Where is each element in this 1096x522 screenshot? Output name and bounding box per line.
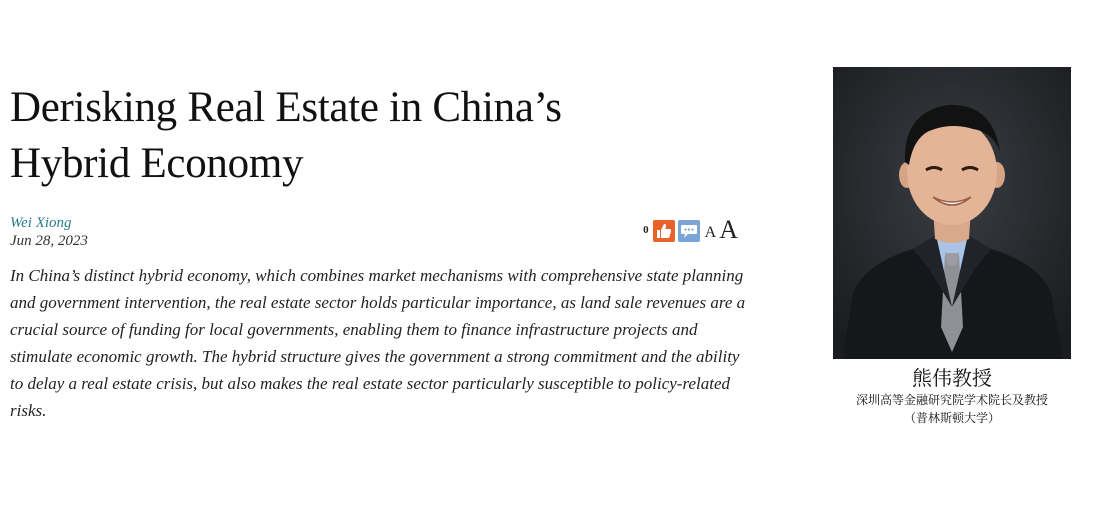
author-link[interactable]: Wei Xiong: [10, 215, 72, 231]
profile-role: 深圳高等金融研究院学术院长及教授: [855, 393, 1048, 407]
article-abstract: In China’s distinct hybrid economy, which combines market mechanisms with comprehensive state planning and government intervention, the real estate sector holds particular importance, as land sale revenues are a crucial source of funding for local governments, enabling them to finance infrastructure projects and stimulate economic growth. The hybrid structure gives the government a strong commitment and the ability to delay a real estate crisis, but also makes the real estate sector particularly susceptible to policy-related risks.: [10, 266, 746, 420]
author-photo: [833, 67, 1071, 359]
thumbs-up-icon[interactable]: [653, 220, 675, 242]
font-size-increase-button[interactable]: A: [719, 215, 738, 244]
article-meta: [10, 214, 750, 254]
article-title: [10, 80, 750, 192]
profile-affiliation: （普林斯顿大学）: [903, 411, 1000, 425]
article-title-line-1: Derisking Real Estate in China’s: [10, 84, 562, 131]
article-tools: [643, 215, 738, 244]
font-size-decrease-button[interactable]: A: [704, 224, 717, 241]
profile-name: 熊伟教授: [912, 366, 992, 390]
article-title-line-2: Hybrid Economy: [10, 140, 304, 187]
like-count: 0: [643, 224, 649, 236]
article: [10, 80, 750, 441]
author-profile: [833, 67, 1071, 427]
publish-date: Jun 28, 2023: [10, 233, 88, 249]
comment-icon[interactable]: [678, 220, 700, 242]
